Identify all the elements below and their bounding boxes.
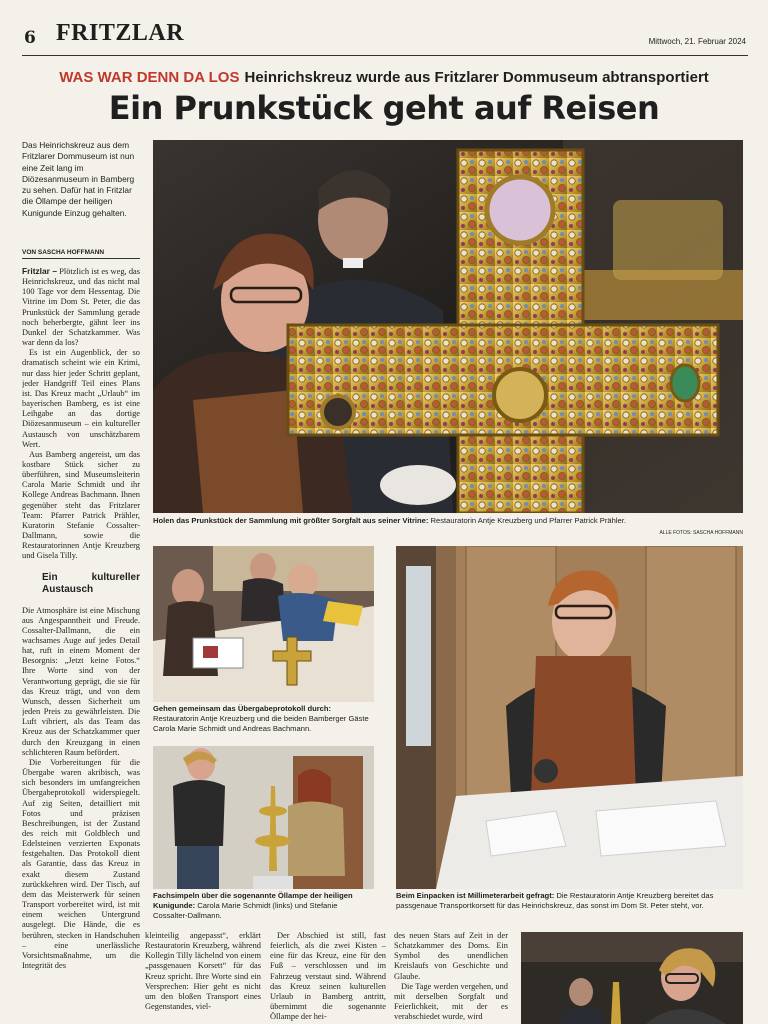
body-paragraph-2: Es ist ein Augenblick, der so dramatisch scheint wie ein Krimi, nur dass hier jeder Schritt geplant, jeder Handgriff Teil eines Plans ist. Das Kreuz macht „Urlaub“ im bayerischen Bamberg, es ist eine Leihgabe an das dortige Diözesanmuseum – ein kultureller Austausch von unschätzbarem Wert.: [22, 348, 140, 449]
article-column-4: [394, 931, 508, 1024]
main-caption-lead: Holen das Prunkstück der Sammlung mit größter Sorgfalt aus seiner Vitrine:: [153, 516, 429, 525]
issue-date: Mittwoch, 21. Februar 2024: [648, 37, 746, 46]
column-2-text: kleinteilig angepasst“, erklärt Restauratorin Kreuzberg, während Kollegin Tilly lächelnd von einem „passgenauen Korsett“ für das Kreuz spricht. Ihre Worte sind ein Versprechen: Hier geht es nicht um den bloßen Transport eines Gegenstandes, viel-: [145, 931, 261, 1012]
caption-c-lead: Beim Einpacken ist Millimeterarbeit gefragt:: [396, 891, 555, 900]
lead-paragraph: Das Heinrichskreuz aus dem Fritzlarer Dommuseum ist nun eine Zeit lang im Diözesanmuseum in Bamberg zu sehen. Dafür hat in Fritzlar die Öllampe der heiligen Kunigunde Einzug gehalten.: [22, 140, 135, 218]
article-column-1: [22, 266, 140, 1022]
page-number: 6: [24, 28, 36, 48]
photo-protocol: [153, 546, 374, 702]
kicker: [0, 69, 768, 86]
column-4-text-b: Die Tage werden vergehen, und mit derselben Sorgfalt und Feierlichkeit, mit der es verabschiedet wurde, wird: [394, 981, 508, 1022]
article-column-2: [145, 931, 261, 1024]
kicker-label: WAS WAR DENN DA LOS: [59, 69, 240, 86]
caption-a-text: Restauratorin Antje Kreuzberg und die beiden Bamberger Gäste Carola Marie Schmidt und Andreas Bachmann.: [153, 714, 369, 733]
section-title: FRITZLAR: [56, 20, 185, 46]
photo-credit: ALLE FOTOS: SASCHA HOFFMANN: [659, 530, 743, 536]
caption-b-lead: Fachsimpeln über die sogenannte Öllampe der heiligen Kunigunde:: [153, 891, 353, 910]
photo-oil-lamp-caption: [153, 891, 374, 921]
main-caption-text: Restauratorin Antje Kreuzberg und Pfarrer Patrick Prähler.: [428, 516, 626, 525]
caption-a-lead: Gehen gemeinsam das Übergabeprotokoll durch:: [153, 704, 332, 713]
column-4-text: des neuen Stars auf Zeit in der Schatzkammer des Doms. Ein Symbol des unendlichen Kreislaufs von Geschichte und Glaube.: [394, 931, 508, 981]
body-paragraph-3: Aus Bamberg angereist, um das kostbare Stück sicher zu überführen, sind Museumsleiterin Carola Marie Schmidt und ihr Kollege Andreas Bachmann. Ihnen gegenüber steht das Fritzlarer Team: Pfarrer Patrick Prähler, Kuratorin Stefanie Cossalter-Dallmann, sowie die Restauratorinnen Antje Kreuzberg und Gisela Tilly.: [22, 449, 140, 561]
dateline: Fritzlar –: [22, 266, 58, 276]
byline-rule: [22, 258, 140, 259]
kicker-text: Heinrichskreuz wurde aus Fritzlarer Dommuseum abtransportiert: [244, 69, 709, 86]
byline: VON SASCHA HOFFMANN: [22, 249, 105, 256]
headline: Ein Prunkstück geht auf Reisen: [108, 89, 660, 127]
main-photo: [153, 140, 743, 513]
body-paragraph-1: Plötzlich ist es weg, das Heinrichskreuz, und das nicht mal 100 Tage vor dem Hessentag. Die Vitrine im Dom St. Peter, die das Prunkstück der Sammlung gerade noch beherbergte, gähnt leer ins Dunkel der Schatzkammer. Was war denn da los?: [22, 267, 140, 348]
photo-team: [521, 932, 743, 1024]
photo-packing: [396, 546, 743, 889]
photo-protocol-caption: [153, 704, 374, 734]
body-paragraph-5: Die Vorbereitungen für die Übergabe waren akribisch, was sich besonders im umfangreichen Übergabeprotokoll widerspiegelt. Auf zig Seiten, detailliert mit Fotos und präzisen Beschreibungen, ist der Zustand des reich mit Goldblech und Edelsteinen verzierten Exponats festgehalten. Das Protokoll dient als Garantie, dass das Kreuz in exakt diesem Zustand zurückkehren wird. Der Tisch, auf dem das Meisterwerk für seinen Transport vorbereitet wird, ist mit einem weichen Untergrund ausgelegt. Die Hände, die es berühren, stecken in Handschuhen – eine unerlässliche Vorsichtsmaßnahme, um die Integrität des: [22, 757, 140, 970]
photo-oil-lamp: [153, 746, 374, 889]
body-paragraph-4: Die Atmosphäre ist eine Mischung aus Angespanntheit und Freude. Cossalter-Dallmann, die ein wachsames Auge auf jedes Detail hat, ruft in einem Moment der Besorgnis: „Jetzt keine Fotos.“ Ihre Worte sind von der Verantwortung geprägt, die sie für das Kreuz trägt, und von dem Wunsch, dessen Sicherheit um jeden Preis zu gewährleisten. Die Luft vibriert, als das Team das Kreuz aus der Schatzkammer quer durch den Kreuzgang in einen schlichteren Raum befördert.: [22, 605, 140, 757]
article-column-3: [270, 931, 386, 1024]
caption-b-text: Carola Marie Schmidt (links) und Stefanie Cossalter-Dallmann.: [153, 901, 338, 920]
caption-c-text: Die Restauratorin Antje Kreuzberg bereitet das passgenaue Transportkorsett für das Heinrichskreuz, das sonst im Dom St. Peter steht, vor.: [396, 891, 714, 910]
photo-packing-caption: [396, 891, 743, 911]
column-3-text: Der Abschied ist still, fast feierlich, als die zwei Kisten – eine für das Kreuz, eine für den Fuß – verschlossen und im Fahrzeug verstaut sind. Während das Kreuz seinen kulturellen Urlaub in Bamberg antritt, übernimmt die sogenannte Öllampe der hei-: [270, 931, 386, 1022]
header-rule: [22, 55, 748, 56]
main-photo-caption: [153, 516, 743, 526]
subheading: Ein kultureller Austausch: [42, 571, 140, 595]
